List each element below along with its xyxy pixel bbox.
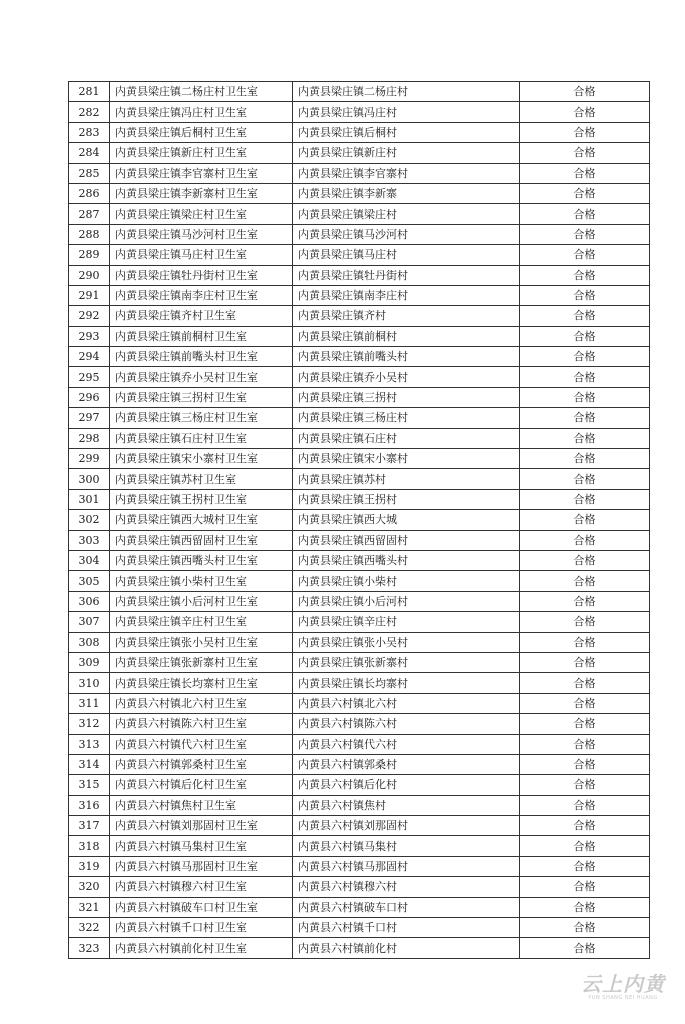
result-cell: 合格 [520, 326, 650, 346]
clinic-name-cell: 内黄县梁庄镇张小吴村卫生室 [110, 632, 293, 652]
clinic-name-cell: 内黄县六村镇后化村卫生室 [110, 775, 293, 795]
result-cell: 合格 [520, 469, 650, 489]
clinic-name-cell: 内黄县梁庄镇南李庄村卫生室 [110, 285, 293, 305]
clinic-location-cell: 内黄县六村镇穆六村 [293, 877, 520, 897]
table-row [69, 714, 650, 734]
clinic-name-cell: 内黄县梁庄镇后桐村卫生室 [110, 122, 293, 142]
clinic-name-cell: 内黄县梁庄镇辛庄村卫生室 [110, 612, 293, 632]
row-number-cell: 292 [69, 306, 110, 326]
clinic-name-cell: 内黄县梁庄镇梁庄村卫生室 [110, 204, 293, 224]
row-number-cell: 304 [69, 550, 110, 570]
clinic-name-cell: 内黄县梁庄镇马沙河村卫生室 [110, 224, 293, 244]
row-number-cell: 295 [69, 367, 110, 387]
clinic-location-cell: 内黄县梁庄镇小后河村 [293, 591, 520, 611]
watermark-main-text: 云上内黄 [581, 972, 665, 996]
clinic-location-cell: 内黄县六村镇破车口村 [293, 897, 520, 917]
clinic-location-cell: 内黄县梁庄镇乔小吴村 [293, 367, 520, 387]
clinic-name-cell: 内黄县梁庄镇西嘴头村卫生室 [110, 550, 293, 570]
row-number-cell: 303 [69, 530, 110, 550]
result-cell: 合格 [520, 612, 650, 632]
clinic-location-cell: 内黄县梁庄镇前嘴头村 [293, 347, 520, 367]
clinic-name-cell: 内黄县梁庄镇张新寨村卫生室 [110, 652, 293, 672]
clinic-name-cell: 内黄县梁庄镇西大城村卫生室 [110, 510, 293, 530]
row-number-cell: 321 [69, 897, 110, 917]
clinic-location-cell: 内黄县六村镇代六村 [293, 734, 520, 754]
watermark-sub-text: YUN SHANG NEI HUANG [588, 995, 658, 1001]
clinic-name-cell: 内黄县六村镇千口村卫生室 [110, 918, 293, 938]
clinic-location-cell: 内黄县六村镇郭桑村 [293, 754, 520, 774]
row-number-cell: 281 [69, 82, 110, 102]
clinic-location-cell: 内黄县梁庄镇西留固村 [293, 530, 520, 550]
clinic-name-cell: 内黄县六村镇刘那固村卫生室 [110, 816, 293, 836]
inspection-results-table [68, 81, 650, 959]
clinic-location-cell: 内黄县六村镇千口村 [293, 918, 520, 938]
clinic-location-cell: 内黄县梁庄镇张新寨村 [293, 652, 520, 672]
table-row [69, 897, 650, 917]
clinic-name-cell: 内黄县梁庄镇冯庄村卫生室 [110, 102, 293, 122]
row-number-cell: 300 [69, 469, 110, 489]
row-number-cell: 287 [69, 204, 110, 224]
table-row [69, 306, 650, 326]
row-number-cell: 310 [69, 673, 110, 693]
clinic-name-cell: 内黄县梁庄镇李官寨村卫生室 [110, 163, 293, 183]
row-number-cell: 307 [69, 612, 110, 632]
table-row [69, 367, 650, 387]
clinic-name-cell: 内黄县梁庄镇李新寨村卫生室 [110, 183, 293, 203]
clinic-name-cell: 内黄县梁庄镇新庄村卫生室 [110, 143, 293, 163]
result-cell: 合格 [520, 367, 650, 387]
result-cell: 合格 [520, 285, 650, 305]
result-cell: 合格 [520, 183, 650, 203]
result-cell: 合格 [520, 734, 650, 754]
clinic-location-cell: 内黄县梁庄镇马庄村 [293, 245, 520, 265]
row-number-cell: 285 [69, 163, 110, 183]
clinic-name-cell: 内黄县梁庄镇前桐村卫生室 [110, 326, 293, 346]
clinic-location-cell: 内黄县梁庄镇三拐村 [293, 387, 520, 407]
table-row [69, 530, 650, 550]
row-number-cell: 320 [69, 877, 110, 897]
row-number-cell: 298 [69, 428, 110, 448]
clinic-name-cell: 内黄县梁庄镇三拐村卫生室 [110, 387, 293, 407]
clinic-name-cell: 内黄县梁庄镇长均寨村卫生室 [110, 673, 293, 693]
table-row [69, 510, 650, 530]
clinic-location-cell: 内黄县六村镇刘那固村 [293, 816, 520, 836]
result-cell: 合格 [520, 714, 650, 734]
row-number-cell: 311 [69, 693, 110, 713]
row-number-cell: 283 [69, 122, 110, 142]
table-row [69, 652, 650, 672]
table-row [69, 143, 650, 163]
clinic-location-cell: 内黄县梁庄镇张小吴村 [293, 632, 520, 652]
row-number-cell: 293 [69, 326, 110, 346]
clinic-name-cell: 内黄县梁庄镇小柴村卫生室 [110, 571, 293, 591]
table-row [69, 265, 650, 285]
result-cell: 合格 [520, 897, 650, 917]
row-number-cell: 322 [69, 918, 110, 938]
table-row [69, 387, 650, 407]
clinic-name-cell: 内黄县梁庄镇宋小寨村卫生室 [110, 449, 293, 469]
clinic-location-cell: 内黄县梁庄镇苏村 [293, 469, 520, 489]
clinic-location-cell: 内黄县六村镇马集村 [293, 836, 520, 856]
result-cell: 合格 [520, 143, 650, 163]
clinic-location-cell: 内黄县梁庄镇新庄村 [293, 143, 520, 163]
row-number-cell: 317 [69, 816, 110, 836]
table-row [69, 775, 650, 795]
result-cell: 合格 [520, 693, 650, 713]
table-row [69, 102, 650, 122]
table-row [69, 836, 650, 856]
row-number-cell: 290 [69, 265, 110, 285]
table-row [69, 489, 650, 509]
row-number-cell: 318 [69, 836, 110, 856]
result-cell: 合格 [520, 265, 650, 285]
clinic-name-cell: 内黄县六村镇郭桑村卫生室 [110, 754, 293, 774]
clinic-location-cell: 内黄县梁庄镇二杨庄村 [293, 82, 520, 102]
row-number-cell: 309 [69, 652, 110, 672]
clinic-location-cell: 内黄县六村镇陈六村 [293, 714, 520, 734]
table-row [69, 550, 650, 570]
clinic-name-cell: 内黄县六村镇前化村卫生室 [110, 938, 293, 958]
clinic-name-cell: 内黄县梁庄镇前嘴头村卫生室 [110, 347, 293, 367]
result-cell: 合格 [520, 224, 650, 244]
result-cell: 合格 [520, 387, 650, 407]
clinic-name-cell: 内黄县六村镇焦村卫生室 [110, 795, 293, 815]
table-row [69, 591, 650, 611]
result-cell: 合格 [520, 856, 650, 876]
row-number-cell: 302 [69, 510, 110, 530]
result-cell: 合格 [520, 449, 650, 469]
result-cell: 合格 [520, 82, 650, 102]
table-row [69, 122, 650, 142]
clinic-location-cell: 内黄县梁庄镇石庄村 [293, 428, 520, 448]
result-cell: 合格 [520, 754, 650, 774]
row-number-cell: 297 [69, 408, 110, 428]
row-number-cell: 313 [69, 734, 110, 754]
result-cell: 合格 [520, 102, 650, 122]
result-cell: 合格 [520, 347, 650, 367]
clinic-location-cell: 内黄县梁庄镇王拐村 [293, 489, 520, 509]
result-cell: 合格 [520, 877, 650, 897]
clinic-location-cell: 内黄县六村镇焦村 [293, 795, 520, 815]
result-cell: 合格 [520, 306, 650, 326]
row-number-cell: 286 [69, 183, 110, 203]
row-number-cell: 301 [69, 489, 110, 509]
clinic-name-cell: 内黄县六村镇北六村卫生室 [110, 693, 293, 713]
table-body [69, 82, 650, 959]
table-row [69, 938, 650, 958]
clinic-location-cell: 内黄县梁庄镇牡丹街村 [293, 265, 520, 285]
clinic-location-cell: 内黄县梁庄镇长均寨村 [293, 673, 520, 693]
clinic-location-cell: 内黄县六村镇北六村 [293, 693, 520, 713]
table-row [69, 693, 650, 713]
result-cell: 合格 [520, 673, 650, 693]
clinic-location-cell: 内黄县梁庄镇马沙河村 [293, 224, 520, 244]
result-cell: 合格 [520, 571, 650, 591]
table-row [69, 428, 650, 448]
row-number-cell: 299 [69, 449, 110, 469]
result-cell: 合格 [520, 795, 650, 815]
clinic-name-cell: 内黄县梁庄镇石庄村卫生室 [110, 428, 293, 448]
result-cell: 合格 [520, 775, 650, 795]
result-cell: 合格 [520, 530, 650, 550]
result-cell: 合格 [520, 510, 650, 530]
row-number-cell: 314 [69, 754, 110, 774]
clinic-location-cell: 内黄县梁庄镇李官寨村 [293, 163, 520, 183]
row-number-cell: 319 [69, 856, 110, 876]
result-cell: 合格 [520, 204, 650, 224]
clinic-name-cell: 内黄县梁庄镇小后河村卫生室 [110, 591, 293, 611]
clinic-name-cell: 内黄县六村镇穆六村卫生室 [110, 877, 293, 897]
table-row [69, 347, 650, 367]
result-cell: 合格 [520, 918, 650, 938]
clinic-location-cell: 内黄县梁庄镇冯庄村 [293, 102, 520, 122]
table-row [69, 673, 650, 693]
table-row [69, 449, 650, 469]
row-number-cell: 282 [69, 102, 110, 122]
result-cell: 合格 [520, 408, 650, 428]
table-row [69, 245, 650, 265]
row-number-cell: 306 [69, 591, 110, 611]
row-number-cell: 284 [69, 143, 110, 163]
result-cell: 合格 [520, 245, 650, 265]
row-number-cell: 291 [69, 285, 110, 305]
result-cell: 合格 [520, 632, 650, 652]
table-row [69, 204, 650, 224]
clinic-name-cell: 内黄县梁庄镇二杨庄村卫生室 [110, 82, 293, 102]
table-row [69, 469, 650, 489]
clinic-location-cell: 内黄县梁庄镇辛庄村 [293, 612, 520, 632]
clinic-name-cell: 内黄县六村镇陈六村卫生室 [110, 714, 293, 734]
clinic-name-cell: 内黄县梁庄镇西留固村卫生室 [110, 530, 293, 550]
clinic-name-cell: 内黄县六村镇马集村卫生室 [110, 836, 293, 856]
result-cell: 合格 [520, 489, 650, 509]
clinic-name-cell: 内黄县六村镇破车口村卫生室 [110, 897, 293, 917]
watermark-logo [581, 973, 665, 1002]
clinic-name-cell: 内黄县梁庄镇马庄村卫生室 [110, 245, 293, 265]
clinic-location-cell: 内黄县梁庄镇西嘴头村 [293, 550, 520, 570]
clinic-location-cell: 内黄县六村镇前化村 [293, 938, 520, 958]
table-row [69, 326, 650, 346]
table-row [69, 856, 650, 876]
row-number-cell: 296 [69, 387, 110, 407]
clinic-name-cell: 内黄县梁庄镇三杨庄村卫生室 [110, 408, 293, 428]
result-cell: 合格 [520, 652, 650, 672]
table-row [69, 183, 650, 203]
table-row [69, 285, 650, 305]
row-number-cell: 308 [69, 632, 110, 652]
table-row [69, 754, 650, 774]
table-row [69, 408, 650, 428]
row-number-cell: 289 [69, 245, 110, 265]
table-row [69, 816, 650, 836]
clinic-location-cell: 内黄县六村镇马那固村 [293, 856, 520, 876]
table-row [69, 571, 650, 591]
result-cell: 合格 [520, 816, 650, 836]
table-row [69, 877, 650, 897]
result-cell: 合格 [520, 163, 650, 183]
table-row [69, 734, 650, 754]
table-row [69, 224, 650, 244]
clinic-name-cell: 内黄县梁庄镇乔小吴村卫生室 [110, 367, 293, 387]
table-row [69, 795, 650, 815]
clinic-name-cell: 内黄县梁庄镇苏村卫生室 [110, 469, 293, 489]
clinic-location-cell: 内黄县梁庄镇齐村 [293, 306, 520, 326]
clinic-location-cell: 内黄县六村镇后化村 [293, 775, 520, 795]
result-cell: 合格 [520, 836, 650, 856]
row-number-cell: 315 [69, 775, 110, 795]
clinic-name-cell: 内黄县梁庄镇牡丹街村卫生室 [110, 265, 293, 285]
clinic-location-cell: 内黄县梁庄镇宋小寨村 [293, 449, 520, 469]
table-row [69, 82, 650, 102]
table-row [69, 163, 650, 183]
clinic-location-cell: 内黄县梁庄镇南李庄村 [293, 285, 520, 305]
result-cell: 合格 [520, 550, 650, 570]
clinic-location-cell: 内黄县梁庄镇后桐村 [293, 122, 520, 142]
result-cell: 合格 [520, 428, 650, 448]
result-cell: 合格 [520, 591, 650, 611]
table-row [69, 918, 650, 938]
clinic-location-cell: 内黄县梁庄镇李新寨 [293, 183, 520, 203]
row-number-cell: 294 [69, 347, 110, 367]
clinic-location-cell: 内黄县梁庄镇西大城 [293, 510, 520, 530]
clinic-name-cell: 内黄县梁庄镇王拐村卫生室 [110, 489, 293, 509]
table-row [69, 612, 650, 632]
clinic-location-cell: 内黄县梁庄镇前桐村 [293, 326, 520, 346]
result-cell: 合格 [520, 938, 650, 958]
clinic-location-cell: 内黄县梁庄镇三杨庄村 [293, 408, 520, 428]
row-number-cell: 305 [69, 571, 110, 591]
row-number-cell: 316 [69, 795, 110, 815]
clinic-name-cell: 内黄县梁庄镇齐村卫生室 [110, 306, 293, 326]
clinic-location-cell: 内黄县梁庄镇梁庄村 [293, 204, 520, 224]
result-cell: 合格 [520, 122, 650, 142]
clinic-location-cell: 内黄县梁庄镇小柴村 [293, 571, 520, 591]
row-number-cell: 323 [69, 938, 110, 958]
row-number-cell: 312 [69, 714, 110, 734]
row-number-cell: 288 [69, 224, 110, 244]
clinic-name-cell: 内黄县六村镇代六村卫生室 [110, 734, 293, 754]
table-row [69, 632, 650, 652]
clinic-name-cell: 内黄县六村镇马那固村卫生室 [110, 856, 293, 876]
